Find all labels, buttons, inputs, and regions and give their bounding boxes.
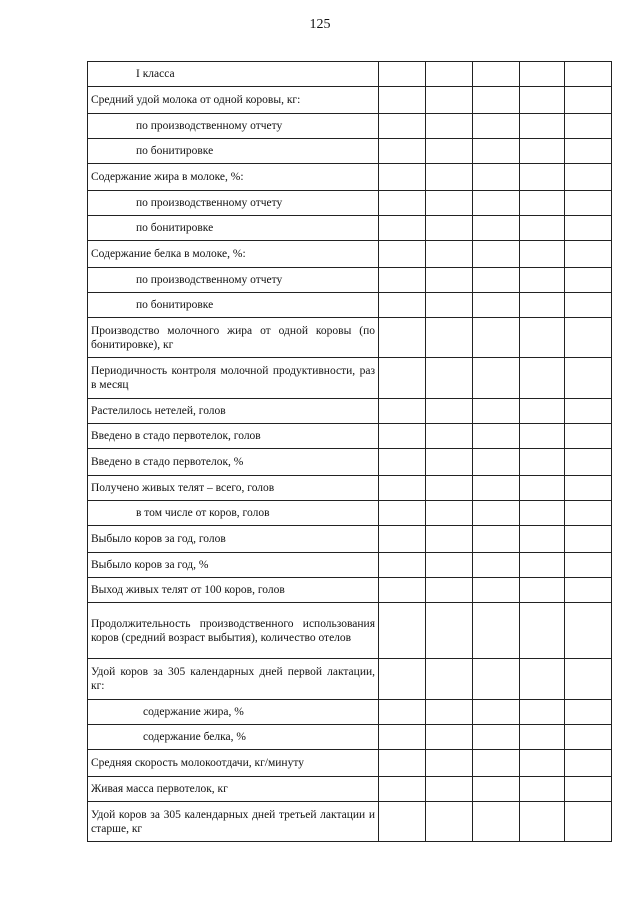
table-row bbox=[88, 501, 612, 526]
value-cell[interactable] bbox=[565, 476, 612, 501]
value-cell[interactable] bbox=[565, 777, 612, 802]
value-cell[interactable] bbox=[473, 476, 520, 501]
table-row bbox=[88, 777, 612, 802]
table-row bbox=[88, 241, 612, 268]
value-cell[interactable] bbox=[426, 62, 473, 87]
row-label: по бонитировке bbox=[88, 216, 379, 241]
row-label: по производственному отчету bbox=[88, 191, 379, 216]
value-cell[interactable] bbox=[520, 114, 565, 139]
value-cell[interactable] bbox=[473, 501, 520, 526]
value-cell[interactable] bbox=[565, 241, 612, 268]
row-label: в том числе от коров, голов bbox=[88, 501, 379, 526]
row-label: Содержание белка в молоке, %: bbox=[88, 241, 379, 268]
row-label: Периодичность контроля молочной продуктивности, раз в месяц bbox=[88, 358, 379, 399]
value-cell[interactable] bbox=[473, 62, 520, 87]
page-number: 125 bbox=[309, 17, 331, 32]
value-cell[interactable] bbox=[473, 114, 520, 139]
value-cell[interactable] bbox=[426, 114, 473, 139]
value-cell[interactable] bbox=[379, 659, 426, 700]
value-cell[interactable] bbox=[473, 87, 520, 114]
value-cell[interactable] bbox=[426, 241, 473, 268]
row-label: по бонитировке bbox=[88, 139, 379, 164]
value-cell[interactable] bbox=[565, 659, 612, 700]
value-cell[interactable] bbox=[565, 725, 612, 750]
value-cell[interactable] bbox=[426, 700, 473, 725]
value-cell[interactable] bbox=[426, 358, 473, 399]
value-cell[interactable] bbox=[426, 424, 473, 449]
table-row bbox=[88, 318, 612, 358]
value-cell[interactable] bbox=[473, 449, 520, 476]
value-cell[interactable] bbox=[565, 750, 612, 777]
table-row bbox=[88, 700, 612, 725]
table-row bbox=[88, 603, 612, 659]
value-cell[interactable] bbox=[379, 802, 426, 842]
value-cell[interactable] bbox=[565, 114, 612, 139]
value-cell[interactable] bbox=[426, 268, 473, 293]
row-label: содержание белка, % bbox=[88, 725, 379, 750]
value-cell[interactable] bbox=[565, 553, 612, 578]
row-label: по производственному отчету bbox=[88, 114, 379, 139]
row-label: I класса bbox=[88, 62, 379, 87]
table-row bbox=[88, 553, 612, 578]
value-cell[interactable] bbox=[426, 750, 473, 777]
value-cell[interactable] bbox=[426, 802, 473, 842]
table-row bbox=[88, 358, 612, 399]
table-row bbox=[88, 399, 612, 424]
value-cell[interactable] bbox=[473, 802, 520, 842]
value-cell[interactable] bbox=[473, 553, 520, 578]
value-cell[interactable] bbox=[520, 424, 565, 449]
value-cell[interactable] bbox=[379, 777, 426, 802]
value-cell[interactable] bbox=[379, 449, 426, 476]
value-cell[interactable] bbox=[520, 725, 565, 750]
row-label: по бонитировке bbox=[88, 293, 379, 318]
value-cell[interactable] bbox=[520, 318, 565, 358]
value-cell[interactable] bbox=[473, 399, 520, 424]
value-cell[interactable] bbox=[520, 526, 565, 553]
value-cell[interactable] bbox=[520, 578, 565, 603]
value-cell[interactable] bbox=[565, 62, 612, 87]
value-cell[interactable] bbox=[565, 268, 612, 293]
value-cell[interactable] bbox=[565, 424, 612, 449]
table-row bbox=[88, 725, 612, 750]
value-cell[interactable] bbox=[520, 802, 565, 842]
value-cell[interactable] bbox=[520, 268, 565, 293]
value-cell[interactable] bbox=[565, 358, 612, 399]
value-cell[interactable] bbox=[426, 399, 473, 424]
value-cell[interactable] bbox=[520, 216, 565, 241]
table-row bbox=[88, 449, 612, 476]
value-cell[interactable] bbox=[520, 501, 565, 526]
value-cell[interactable] bbox=[426, 216, 473, 241]
value-cell[interactable] bbox=[520, 139, 565, 164]
value-cell[interactable] bbox=[565, 449, 612, 476]
table-row bbox=[88, 578, 612, 603]
table-row bbox=[88, 268, 612, 293]
value-cell[interactable] bbox=[379, 399, 426, 424]
row-label: Введено в стадо первотелок, % bbox=[88, 449, 379, 476]
value-cell[interactable] bbox=[473, 241, 520, 268]
value-cell[interactable] bbox=[565, 603, 612, 659]
table-row bbox=[88, 164, 612, 191]
table-row bbox=[88, 62, 612, 87]
value-cell[interactable] bbox=[473, 164, 520, 191]
value-cell[interactable] bbox=[379, 725, 426, 750]
value-cell[interactable] bbox=[565, 501, 612, 526]
value-cell[interactable] bbox=[426, 501, 473, 526]
row-label: Удой коров за 305 календарных дней третьей лактации и старше, кг bbox=[88, 802, 379, 842]
row-label: Растелилось нетелей, голов bbox=[88, 399, 379, 424]
value-cell[interactable] bbox=[473, 424, 520, 449]
value-cell[interactable] bbox=[426, 526, 473, 553]
table-row bbox=[88, 216, 612, 241]
value-cell[interactable] bbox=[473, 358, 520, 399]
value-cell[interactable] bbox=[379, 358, 426, 399]
value-cell[interactable] bbox=[379, 526, 426, 553]
value-cell[interactable] bbox=[426, 191, 473, 216]
value-cell[interactable] bbox=[473, 603, 520, 659]
row-label: Получено живых телят – всего, голов bbox=[88, 476, 379, 501]
value-cell[interactable] bbox=[520, 293, 565, 318]
value-cell[interactable] bbox=[565, 399, 612, 424]
value-cell[interactable] bbox=[520, 700, 565, 725]
value-cell[interactable] bbox=[379, 191, 426, 216]
value-cell[interactable] bbox=[520, 553, 565, 578]
table-row bbox=[88, 139, 612, 164]
table-row bbox=[88, 293, 612, 318]
value-cell[interactable] bbox=[473, 700, 520, 725]
value-cell[interactable] bbox=[520, 399, 565, 424]
table-row bbox=[88, 750, 612, 777]
value-cell[interactable] bbox=[473, 659, 520, 700]
value-cell[interactable] bbox=[426, 476, 473, 501]
value-cell[interactable] bbox=[426, 164, 473, 191]
value-cell[interactable] bbox=[426, 603, 473, 659]
value-cell[interactable] bbox=[520, 659, 565, 700]
value-cell[interactable] bbox=[565, 318, 612, 358]
value-cell[interactable] bbox=[520, 476, 565, 501]
value-cell[interactable] bbox=[473, 777, 520, 802]
row-label: Живая масса первотелок, кг bbox=[88, 777, 379, 802]
value-cell[interactable] bbox=[379, 578, 426, 603]
value-cell[interactable] bbox=[520, 62, 565, 87]
value-cell[interactable] bbox=[379, 603, 426, 659]
table-row bbox=[88, 424, 612, 449]
value-cell[interactable] bbox=[473, 750, 520, 777]
value-cell[interactable] bbox=[426, 777, 473, 802]
value-cell[interactable] bbox=[379, 62, 426, 87]
value-cell[interactable] bbox=[473, 318, 520, 358]
value-cell[interactable] bbox=[565, 700, 612, 725]
value-cell[interactable] bbox=[473, 268, 520, 293]
value-cell[interactable] bbox=[520, 191, 565, 216]
value-cell[interactable] bbox=[565, 802, 612, 842]
value-cell[interactable] bbox=[379, 476, 426, 501]
value-cell[interactable] bbox=[379, 700, 426, 725]
value-cell[interactable] bbox=[379, 139, 426, 164]
livestock-form-table bbox=[87, 61, 612, 842]
value-cell[interactable] bbox=[565, 216, 612, 241]
table-row bbox=[88, 659, 612, 700]
row-label: Удой коров за 305 календарных дней первой лактации, кг: bbox=[88, 659, 379, 700]
value-cell[interactable] bbox=[426, 578, 473, 603]
value-cell[interactable] bbox=[520, 750, 565, 777]
value-cell[interactable] bbox=[473, 293, 520, 318]
row-label: содержание жира, % bbox=[88, 700, 379, 725]
value-cell[interactable] bbox=[473, 578, 520, 603]
value-cell[interactable] bbox=[426, 553, 473, 578]
row-label: Средняя скорость молокоотдачи, кг/минуту bbox=[88, 750, 379, 777]
table-row bbox=[88, 802, 612, 842]
row-label: по производственному отчету bbox=[88, 268, 379, 293]
value-cell[interactable] bbox=[426, 725, 473, 750]
value-cell[interactable] bbox=[473, 139, 520, 164]
row-label: Производство молочного жира от одной коровы (по бонитировке), кг bbox=[88, 318, 379, 358]
table-row bbox=[88, 114, 612, 139]
value-cell[interactable] bbox=[379, 501, 426, 526]
value-cell[interactable] bbox=[426, 449, 473, 476]
value-cell[interactable] bbox=[565, 164, 612, 191]
value-cell[interactable] bbox=[520, 449, 565, 476]
table-row bbox=[88, 476, 612, 501]
value-cell[interactable] bbox=[565, 191, 612, 216]
row-label: Выбыло коров за год, голов bbox=[88, 526, 379, 553]
value-cell[interactable] bbox=[426, 87, 473, 114]
value-cell[interactable] bbox=[565, 293, 612, 318]
value-cell[interactable] bbox=[426, 659, 473, 700]
table-row bbox=[88, 87, 612, 114]
value-cell[interactable] bbox=[379, 241, 426, 268]
value-cell[interactable] bbox=[473, 191, 520, 216]
value-cell[interactable] bbox=[520, 358, 565, 399]
value-cell[interactable] bbox=[473, 725, 520, 750]
value-cell[interactable] bbox=[379, 318, 426, 358]
table-row bbox=[88, 191, 612, 216]
value-cell[interactable] bbox=[473, 526, 520, 553]
row-label: Выбыло коров за год, % bbox=[88, 553, 379, 578]
value-cell[interactable] bbox=[520, 87, 565, 114]
row-label: Введено в стадо первотелок, голов bbox=[88, 424, 379, 449]
value-cell[interactable] bbox=[426, 318, 473, 358]
value-cell[interactable] bbox=[379, 164, 426, 191]
row-label: Средний удой молока от одной коровы, кг: bbox=[88, 87, 379, 114]
value-cell[interactable] bbox=[520, 164, 565, 191]
table-body bbox=[88, 62, 612, 842]
value-cell[interactable] bbox=[565, 578, 612, 603]
row-label: Продолжительность производственного использования коров (средний возраст выбытия), количество отелов bbox=[88, 603, 379, 659]
value-cell[interactable] bbox=[565, 87, 612, 114]
value-cell[interactable] bbox=[426, 293, 473, 318]
value-cell[interactable] bbox=[520, 603, 565, 659]
value-cell[interactable] bbox=[379, 87, 426, 114]
row-label: Выход живых телят от 100 коров, голов bbox=[88, 578, 379, 603]
row-label: Содержание жира в молоке, %: bbox=[88, 164, 379, 191]
value-cell[interactable] bbox=[426, 139, 473, 164]
table-row bbox=[88, 526, 612, 553]
value-cell[interactable] bbox=[379, 216, 426, 241]
value-cell[interactable] bbox=[379, 268, 426, 293]
value-cell[interactable] bbox=[473, 216, 520, 241]
value-cell[interactable] bbox=[379, 750, 426, 777]
value-cell[interactable] bbox=[520, 777, 565, 802]
value-cell[interactable] bbox=[520, 241, 565, 268]
value-cell[interactable] bbox=[379, 553, 426, 578]
value-cell[interactable] bbox=[565, 139, 612, 164]
value-cell[interactable] bbox=[379, 424, 426, 449]
value-cell[interactable] bbox=[565, 526, 612, 553]
value-cell[interactable] bbox=[379, 293, 426, 318]
value-cell[interactable] bbox=[379, 114, 426, 139]
